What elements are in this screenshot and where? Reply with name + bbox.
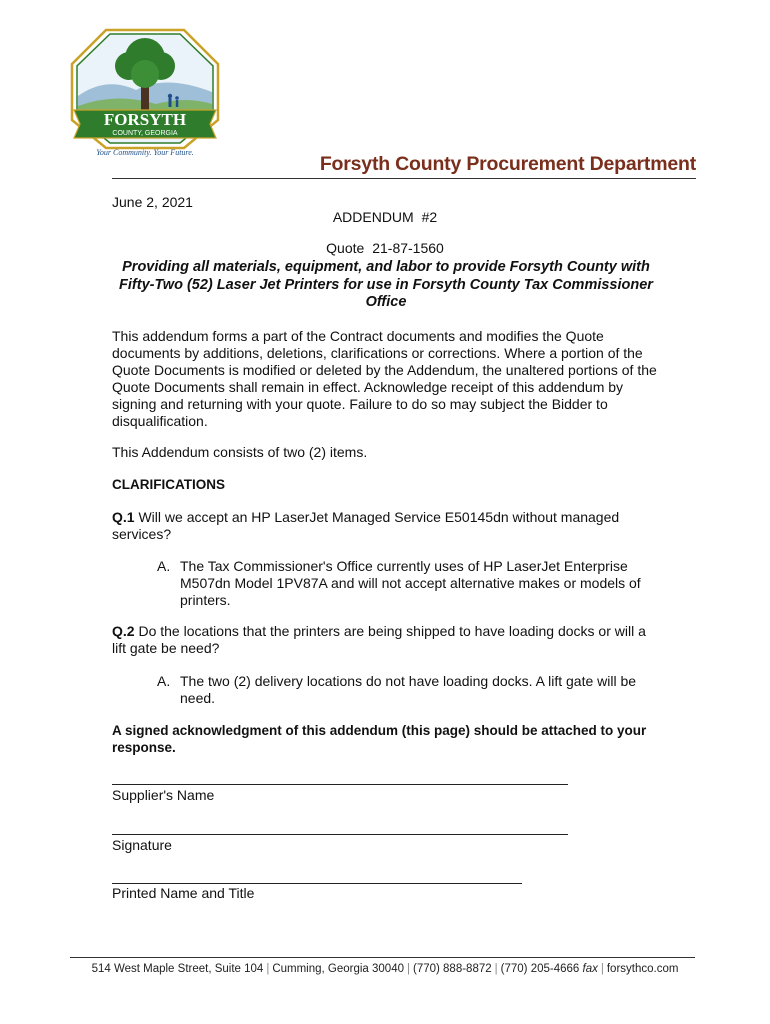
answer-1-label: A. [157,558,171,574]
supplier-name-label: Supplier's Name [112,787,215,803]
footer-phone: (770) 888-8872 [413,963,492,975]
addendum-number [0,209,770,225]
footer-city: Cumming, Georgia 30040 [272,963,404,975]
question-2 [112,623,660,657]
acknowledgment-note: A signed acknowledgment of this addendum (this page) should be attached to your response. [112,723,647,755]
answer-2-text: The two (2) delivery locations do not have loading docks. A lift gate will be need. [180,673,637,706]
footer-fax-label: fax [582,963,598,975]
supplier-name-line[interactable] [112,784,568,785]
quote-number [0,240,770,256]
project-title: Providing all materials, equipment, and labor to provide Forsyth County with Fifty-Two (52) Laser Jet Printers for use in Forsyth County Tax Commissioner Office [119,259,653,310]
footer-fax-number: (770) 205-4666 [500,963,580,975]
question-2-text: Do the locations that the printers are being shipped to have loading docks or will a lift gate be need? [112,623,646,656]
department-title: Forsyth County Procurement Department [319,153,696,175]
signature-line[interactable] [112,834,568,835]
document-date: June 2, 2021 [112,194,193,210]
footer-address: 514 West Maple Street, Suite 104 [91,963,264,975]
footer-separator: | [600,963,604,975]
signature-label: Signature [112,837,172,853]
question-1-text: Will we accept an HP LaserJet Managed Service E50145dn without managed services? [112,509,620,542]
footer-separator: | [407,963,410,975]
quote-label: Quote [326,240,365,256]
answer-2 [157,673,647,707]
logo-name: FORSYTH [103,110,187,129]
printed-name-label: Printed Name and Title [112,885,255,901]
answer-1 [157,558,647,609]
question-1 [112,509,660,543]
header-divider [112,178,696,179]
intro-paragraph: This addendum forms a part of the Contract documents and modifies the Quote documents by additions, deletions, clarifications or corrections. Where a portion of the Quote Documents is modified or deleted by the Addendum, the unaltered portions of the Quote Documents shall remain in effect. Acknowledge receipt of this addendum by signing and returning with your quote. Failure to do so may subject the Bidder to disqualification. [112,328,657,429]
footer-divider [70,957,695,958]
items-count: This Addendum consists of two (2) items. [112,444,368,460]
question-1-label: Q.1 [112,509,135,525]
addendum-value: #2 [421,209,438,225]
printed-name-line[interactable] [112,883,522,884]
logo-tagline: Your Community. Your Future. [96,148,194,157]
answer-1-text: The Tax Commissioner's Office currently uses of HP LaserJet Enterprise M507dn Model 1PV87A and will not accept alternative makes or models of printers. [180,558,641,608]
forsyth-county-logo [66,24,224,160]
footer-contact [0,963,770,975]
answer-2-label: A. [157,673,171,689]
clarifications-heading: CLARIFICATIONS [112,477,225,492]
footer-separator: | [266,963,270,975]
logo-subtitle: COUNTY, GEORGIA [112,130,178,137]
question-2-label: Q.2 [112,623,135,639]
footer-website[interactable]: forsythco.com [606,963,679,975]
addendum-label: ADDENDUM [332,209,414,225]
quote-value: 21-87-1560 [372,240,444,256]
footer-separator: | [494,963,498,975]
